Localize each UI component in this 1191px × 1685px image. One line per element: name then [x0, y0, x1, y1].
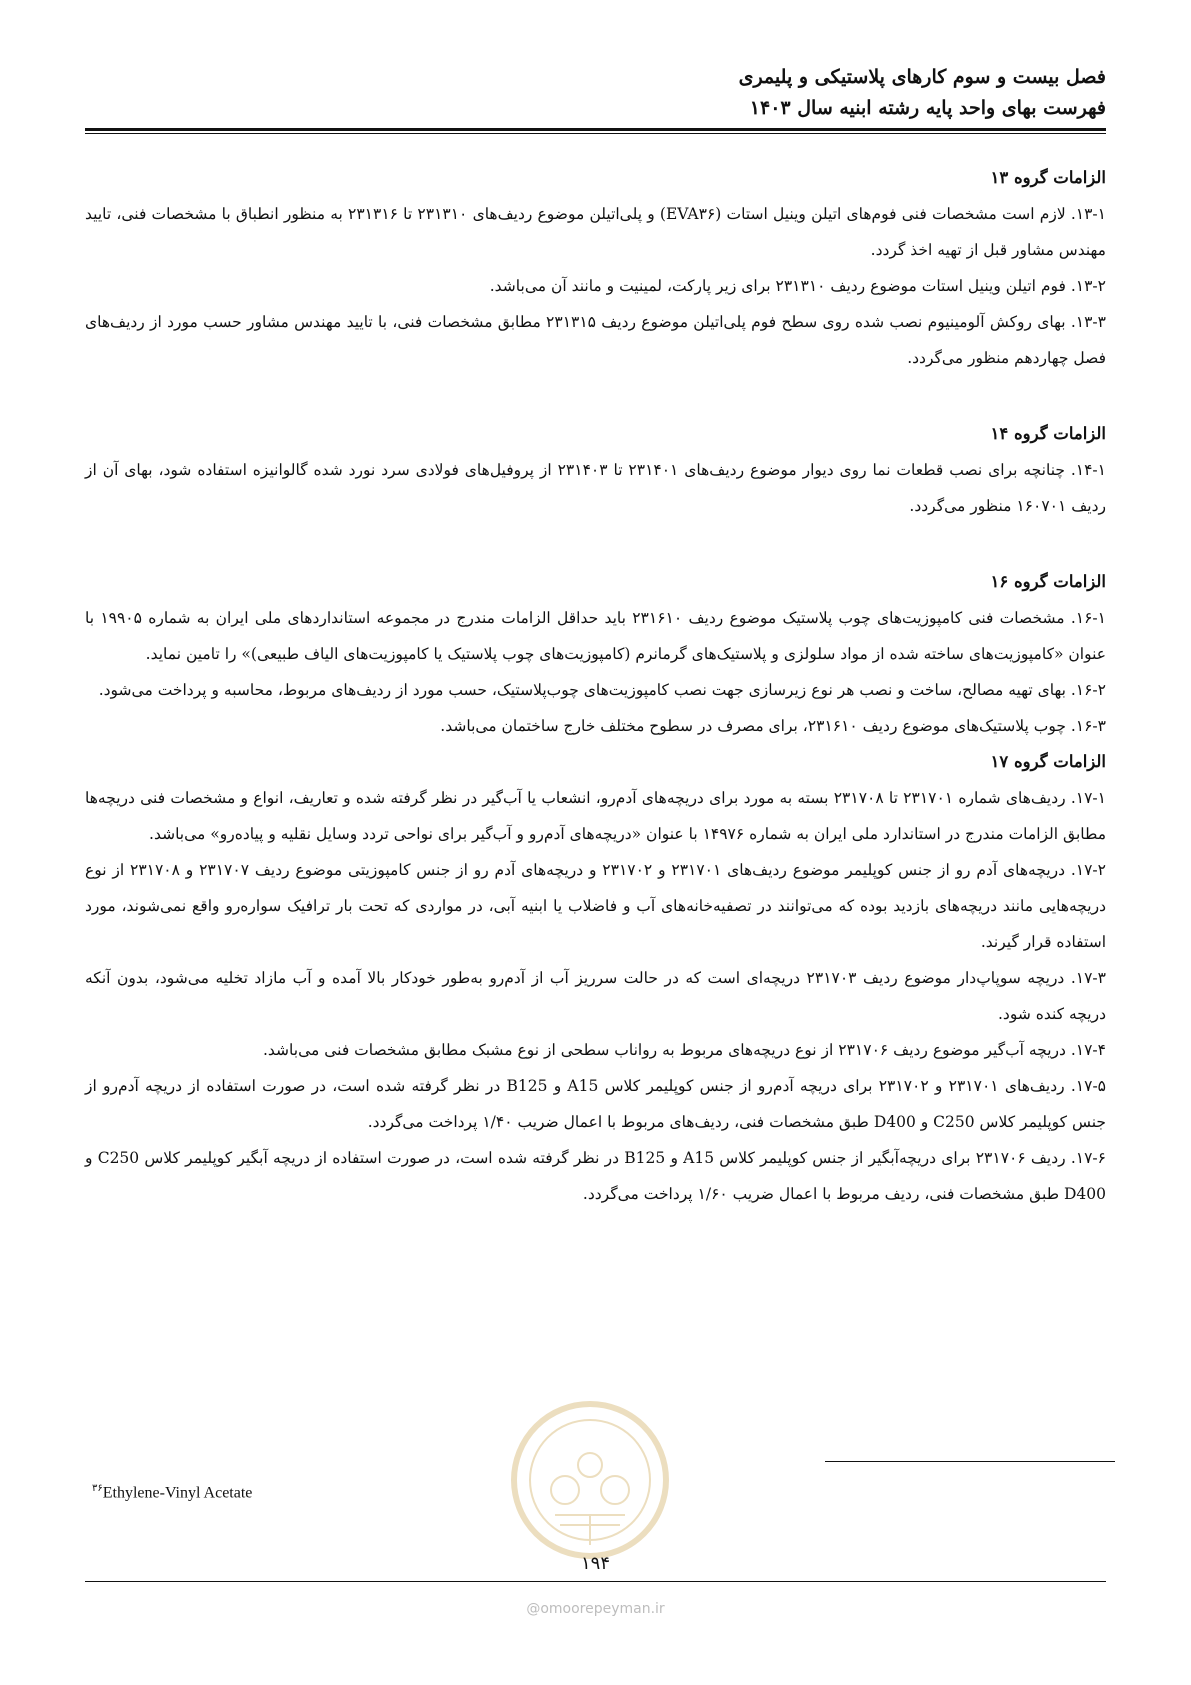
- footnote: [92, 1483, 252, 1502]
- group16-item2: ۱۶-۲. بهای تهیه مصالح، ساخت و نصب هر نوع زیرسازی جهت نصب کامپوزیت‌های چوب‌پلاستیک، حسب مورد از ردیف‌های مربوط، محاسبه و پرداخت می‌شود.: [98, 681, 1106, 699]
- footer-rule: [85, 1581, 1106, 1582]
- spacer: [85, 376, 1106, 416]
- spacer: [85, 524, 1106, 564]
- header-rule-thick: [85, 128, 1106, 131]
- header-rule-thin: [85, 133, 1106, 134]
- group14-title: الزامات گروه ۱۴: [990, 424, 1106, 443]
- group17-item2: ۱۷-۲. دریچه‌های آدم رو از جنس کوپلیمر موضوع ردیف‌های ۲۳۱۷۰۱ و ۲۳۱۷۰۲ و دریچه‌های آدم رو از جنس کامپوزیتی موضوع ردیف ۲۳۱۷۰۷ و ۲۳۱۷۰۸ از نوع دریچه‌هایی مانند دریچه‌های بازدید بوده که می‌توانند در تصفیه‌خانه‌های آب و فاضلاب یا ابنیه آبی، در مواردی که تحت بار ترافیک سواره‌رو واقع نمی‌شوند، مورد استفاده قرار گیرند.: [85, 861, 1106, 951]
- group16-item1: ۱۶-۱. مشخصات فنی کامپوزیت‌های چوب پلاستیک موضوع ردیف ۲۳۱۶۱۰ باید حداقل الزامات مندرج در مجموعه استانداردهای ملی ایران به شماره ۱۹۹۰۵ با عنوان «کامپوزیت‌های ساخته شده از مواد سلولزی و پلاستیک‌های گرمانرم (کامپوزیت‌های چوب پلاستیک یا کامپوزیت‌های الیاف طبیعی)» را تامین نماید.: [85, 609, 1106, 663]
- group17-item4: ۱۷-۴. دریچه آب‌گیر موضوع ردیف ۲۳۱۷۰۶ از نوع دریچه‌های مربوط به رواناب سطحی از نوع مشبک مطابق مشخصات فنی می‌باشد.: [262, 1041, 1106, 1059]
- group17-item6: ۱۷-۶. ردیف ۲۳۱۷۰۶ برای دریچه‌آبگیر از جنس کوپلیمر کلاس A15 و B125 در نظر گرفته شده است، در صورت استفاده از دریچه آبگیر کوپلیمر کلاس C250 و D400 طبق مشخصات فنی، ردیف مربوط با اعمال ضریب ۱/۶۰ پرداخت می‌گردد.: [85, 1149, 1106, 1203]
- group16-title: الزامات گروه ۱۶: [990, 572, 1106, 591]
- footnote-text: Ethylene-Vinyl Acetate: [102, 1484, 253, 1502]
- page-number: ۱۹۴: [580, 1553, 610, 1574]
- group16-item3: ۱۶-۳. چوب پلاستیک‌های موضوع ردیف ۲۳۱۶۱۰، برای مصرف در سطوح مختلف خارج ساختمان می‌باشد.: [440, 717, 1106, 735]
- group17-item5: ۱۷-۵. ردیف‌های ۲۳۱۷۰۱ و ۲۳۱۷۰۲ برای دریچه آدم‌رو از جنس کوپلیمر کلاس A15 و B125 در نظر گرفته شده است، در صورت استفاده از دریچه آدم‌رو از جنس کوپلیمر کلاس C250 و D400 طبق مشخصات فنی، ردیف‌های مربوط با اعمال ضریب ۱/۴۰ پرداخت می‌گردد.: [85, 1077, 1107, 1131]
- watermark-url: @omoorepeyman.ir: [526, 1601, 665, 1617]
- group17-item1: ۱۷-۱. ردیف‌های شماره ۲۳۱۷۰۱ تا ۲۳۱۷۰۸ بسته به مورد برای دریچه‌های آدم‌رو، انشعاب یا آب‌گیر در نظر گرفته شده و تعاریف، انواع و مشخصات فنی دریچه‌ها مطابق الزامات مندرج در استاندارد ملی ایران به شماره ۱۴۹۷۶ با عنوان «دریچه‌های آدم‌رو و آب‌گیر برای نواحی تردد وسایل نقلیه و پیاده‌رو» می‌باشد.: [85, 789, 1106, 843]
- group17-title: الزامات گروه ۱۷: [990, 752, 1106, 771]
- footnote-rule: [825, 1461, 1115, 1462]
- group13-item3: ۱۳-۳. بهای روکش آلومینیوم نصب شده روی سطح فوم پلی‌اتیلن موضوع ردیف ۲۳۱۳۱۵ مطابق مشخصات فنی، با تایید مهندس مشاور حسب مورد از ردیف‌های فصل چهاردهم منظور می‌گردد.: [85, 313, 1106, 367]
- group13-item1: ۱۳-۱. لازم است مشخصات فنی فوم‌های اتیلن وینیل استات (EVA۳۶) و پلی‌اتیلن موضوع ردیف‌های ۲۳۱۳۱۰ تا ۲۳۱۳۱۶ به منظور انطباق با مشخصات فنی، تایید مهندس مشاور قبل از تهیه اخذ گردد.: [85, 205, 1106, 259]
- chapter-title: فصل بیست و سوم کارهای پلاستیکی و پلیمری: [738, 66, 1106, 88]
- page-header: [85, 62, 1106, 124]
- group13-item2: ۱۳-۲. فوم اتیلن وینیل استات موضوع ردیف ۲۳۱۳۱۰ برای زیر پارکت، لمینیت و مانند آن می‌باشد.: [489, 277, 1106, 295]
- page-content: [85, 160, 1106, 1212]
- group17-item3: ۱۷-۳. دریچه سوپاپ‌دار موضوع ردیف ۲۳۱۷۰۳ دریچه‌ای است که در حالت سرریز آب از آدم‌رو به‌طور خودکار بالا آمده و آب مازاد تخلیه می‌شود، بدون آنکه دریچه کنده شود.: [85, 969, 1106, 1023]
- watermark-seal-icon: [505, 1395, 675, 1575]
- footnote-marker: ۳۶: [92, 1483, 103, 1494]
- document-title: فهرست بهای واحد پایه رشته ابنیه سال ۱۴۰۳: [749, 97, 1106, 119]
- group13-title: الزامات گروه ۱۳: [990, 168, 1106, 187]
- group14-item1: ۱۴-۱. چنانچه برای نصب قطعات نما روی دیوار موضوع ردیف‌های ۲۳۱۴۰۱ تا ۲۳۱۴۰۳ از پروفیل‌های فولادی سرد نورد شده گالوانیزه استفاده شود، بهای آن از ردیف ۱۶۰۷۰۱ منظور می‌گردد.: [85, 461, 1106, 515]
